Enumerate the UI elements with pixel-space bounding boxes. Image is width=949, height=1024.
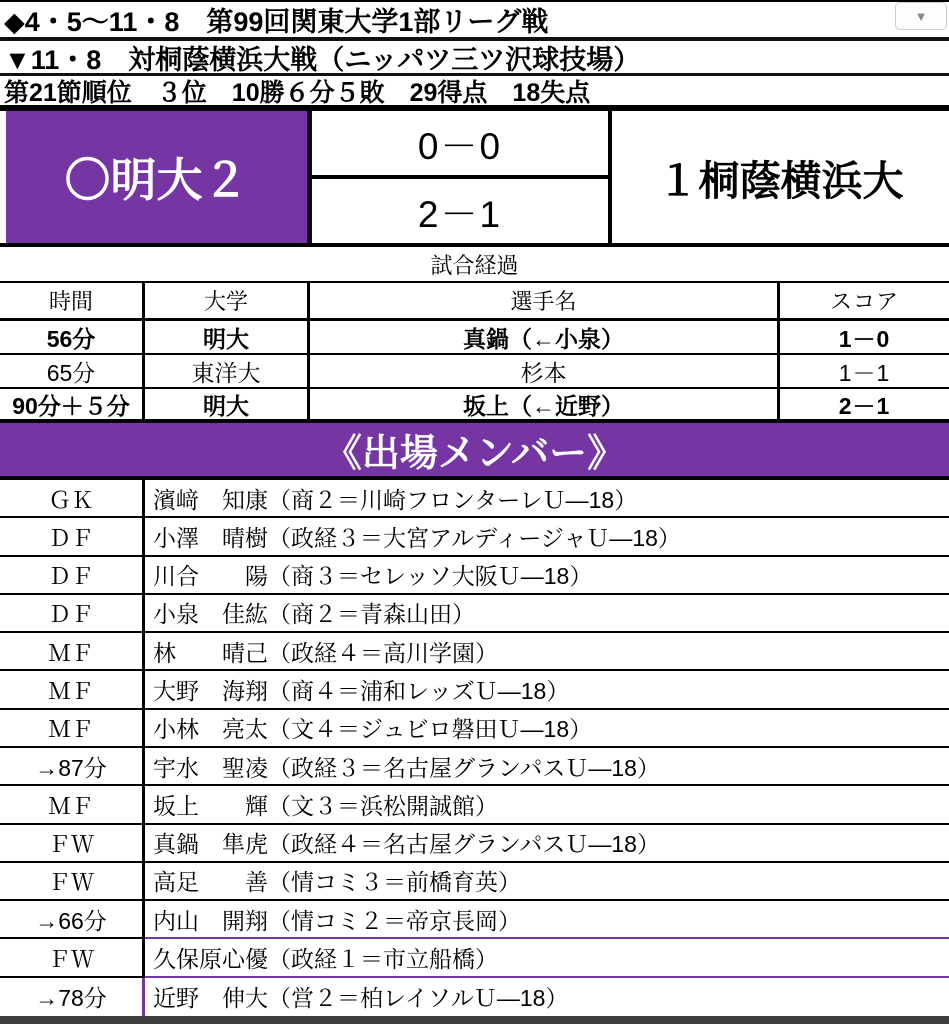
goal-university: 明大 [145, 321, 310, 353]
match-header-row [0, 41, 949, 76]
member-position: ＭＦ [0, 710, 145, 748]
member-position: ＤＦ [0, 595, 145, 633]
member-name: 真鍋 隼虎（政経４＝名古屋グランパスＵ―18） [145, 825, 949, 863]
goal-score: 2－1 [838, 392, 891, 419]
member-position: ＦＷ [0, 939, 145, 977]
standings-row [0, 76, 949, 111]
member-name: 久保原心優（政経１＝市立船橋） [145, 939, 949, 977]
member-name: 小林 亮太（文４＝ジュビロ磐田Ｕ―18） [145, 710, 949, 748]
goal-university: 明大 [145, 389, 310, 419]
member-position: ＤＦ [0, 518, 145, 556]
goal-score: 1－0 [838, 325, 891, 352]
member-row [0, 786, 949, 824]
score-cells [312, 111, 612, 243]
col-header-university: 大学 [145, 283, 310, 318]
members-table [0, 480, 949, 1016]
standings-text: 第21節順位 ３位 10勝６分５敗 29得点 18失点 [4, 78, 591, 107]
member-name: 小澤 晴樹（政経３＝大宮アルディージャＵ―18） [145, 518, 949, 556]
second-half-score: 2－1 [417, 194, 503, 235]
member-row [0, 671, 949, 709]
away-team-cell: １桐蔭横浜大 [657, 157, 904, 204]
col-header-time: 時間 [0, 283, 145, 318]
member-row-substitute [0, 901, 949, 939]
match-title: ▼11・8 対桐蔭横浜大戦（ニッパツ三ツ沢球技場） [4, 44, 641, 75]
member-name: 内山 開翔（情コミ２＝帝京長岡） [145, 901, 949, 939]
goal-university: 東洋大 [145, 355, 310, 387]
member-name: 小泉 佳紘（商２＝青森山田） [145, 595, 949, 633]
first-half-score: 0－0 [312, 111, 608, 179]
goal-player: 坂上（←近野） [310, 389, 780, 419]
members-banner: 《出場メンバー》 [0, 423, 949, 480]
goal-time: 56分 [0, 321, 145, 353]
member-name: 林 晴己（政経４＝高川学園） [145, 633, 949, 671]
member-row [0, 518, 949, 556]
bottom-edge-bar [0, 1016, 949, 1024]
goal-player: 真鍋（←小泉） [310, 321, 780, 353]
member-position: ＧＫ [0, 480, 145, 518]
goal-time: 90分＋５分 [0, 389, 145, 419]
member-row [0, 557, 949, 595]
progress-header-row [0, 283, 949, 321]
league-title: ◆4・5〜11・8 第99回関東大学1部リーグ戦 [4, 7, 549, 37]
member-name: 高足 善（情コミ３＝前橋育英） [145, 863, 949, 901]
member-sub-time: →78分 [0, 978, 145, 1016]
progress-title: 試合経過 [0, 247, 949, 283]
member-position: ＭＦ [0, 671, 145, 709]
chevron-down-icon: ▼ [914, 8, 928, 24]
member-position: ＦＷ [0, 863, 145, 901]
member-position: ＤＦ [0, 557, 145, 595]
dropdown-button[interactable] [895, 2, 947, 30]
member-row [0, 825, 949, 863]
member-row-substitute [0, 748, 949, 786]
member-name: 宇水 聖凌（政経３＝名古屋グランパスＵ―18） [145, 748, 949, 786]
goal-row [0, 355, 949, 389]
member-position: ＭＦ [0, 633, 145, 671]
scoreboard [0, 111, 949, 247]
member-row [0, 939, 949, 977]
member-name: 坂上 輝（文３＝浜松開誠館） [145, 786, 949, 824]
goal-row [0, 389, 949, 423]
member-row [0, 710, 949, 748]
goal-player: 杉本 [310, 355, 780, 387]
member-sub-time: →87分 [0, 748, 145, 786]
member-row [0, 480, 949, 518]
member-row [0, 863, 949, 901]
member-sub-time: →66分 [0, 901, 145, 939]
member-position: ＭＦ [0, 786, 145, 824]
col-header-player: 選手名 [310, 283, 780, 318]
goal-score: 1－1 [838, 359, 891, 386]
goal-row [0, 321, 949, 355]
member-row [0, 633, 949, 671]
member-name: 川合 陽（商３＝セレッソ大阪Ｕ―18） [145, 557, 949, 595]
member-name: 濱﨑 知康（商２＝川崎フロンターレＵ―18） [145, 480, 949, 518]
member-row-substitute [0, 978, 949, 1016]
league-header-row [0, 0, 949, 41]
home-team-cell: 〇明大２ [6, 111, 312, 243]
member-position: ＦＷ [0, 825, 145, 863]
goal-time: 65分 [0, 355, 145, 387]
member-name: 近野 伸大（営２＝柏レイソルＵ―18） [153, 985, 569, 1012]
col-header-score: スコア [829, 289, 899, 314]
member-name: 大野 海翔（商４＝浦和レッズＵ―18） [145, 671, 949, 709]
member-row [0, 595, 949, 633]
